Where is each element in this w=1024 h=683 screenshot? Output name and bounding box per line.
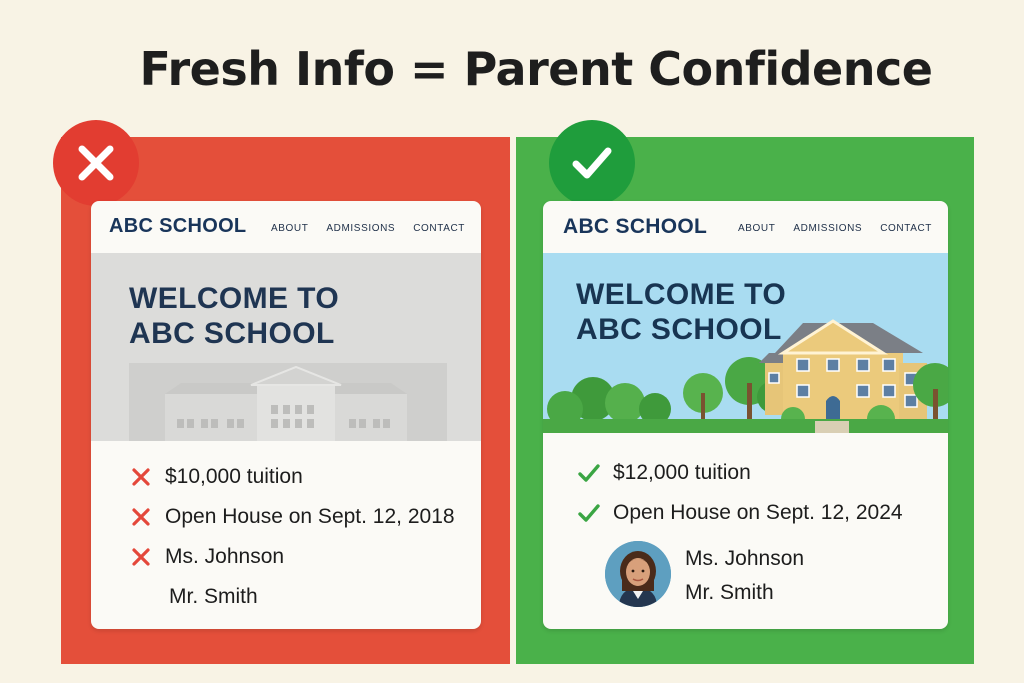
x-icon: [127, 547, 155, 567]
fresh-site-nav: [543, 201, 948, 253]
nav-link-about[interactable]: ABOUT: [270, 223, 309, 234]
nav-link-admissions[interactable]: ADMISSIONS: [793, 223, 863, 234]
hero-title-line-2: ABC SCHOOL: [576, 313, 782, 346]
nav-link-contact[interactable]: CONTACT: [413, 223, 465, 234]
nav-link-admissions[interactable]: ADMISSIONS: [326, 223, 396, 234]
outdated-badge: [53, 120, 139, 206]
fact-open-house: [575, 501, 903, 525]
fact-open-house: [127, 505, 455, 529]
staff-avatar: [605, 541, 671, 607]
x-icon: [127, 507, 155, 527]
fresh-hero: [543, 253, 948, 433]
outdated-site-nav: [91, 201, 481, 253]
staff-name: Mr. Smith: [169, 585, 258, 608]
hero-title-line-1: WELCOME TO: [576, 278, 787, 311]
headline: Fresh Info = Parent Confidence: [139, 42, 933, 96]
outdated-hero: [91, 253, 481, 441]
x-icon: [127, 467, 155, 487]
hero-title: [576, 277, 786, 347]
fact-text: Open House on Sept. 12, 2024: [613, 501, 903, 524]
site-brand[interactable]: ABC SCHOOL: [109, 215, 247, 237]
fresh-badge: [549, 120, 635, 206]
fact-tuition: [127, 465, 303, 489]
site-brand[interactable]: ABC SCHOOL: [563, 215, 708, 238]
staff-name: Ms. Johnson: [685, 547, 805, 570]
x-icon: [74, 141, 118, 185]
fact-text: Open House on Sept. 12, 2018: [165, 505, 455, 528]
outdated-website-card: [91, 201, 481, 629]
check-icon: [575, 502, 603, 524]
fact-text: $12,000 tuition: [613, 461, 751, 484]
check-icon: [568, 139, 616, 187]
hero-title-line-1: WELCOME TO: [129, 282, 340, 315]
check-icon: [575, 462, 603, 484]
fact-text: $10,000 tuition: [165, 465, 303, 488]
nav-link-contact[interactable]: CONTACT: [880, 223, 932, 234]
fresh-website-card: [543, 201, 948, 629]
fact-text: Ms. Johnson: [165, 545, 285, 568]
hero-title-line-2: ABC SCHOOL: [129, 317, 335, 350]
nav-link-about[interactable]: ABOUT: [737, 223, 776, 234]
hero-title: [129, 281, 339, 351]
fact-tuition: [575, 461, 751, 485]
staff-name: Mr. Smith: [685, 581, 774, 604]
fact-staff: [127, 545, 284, 569]
